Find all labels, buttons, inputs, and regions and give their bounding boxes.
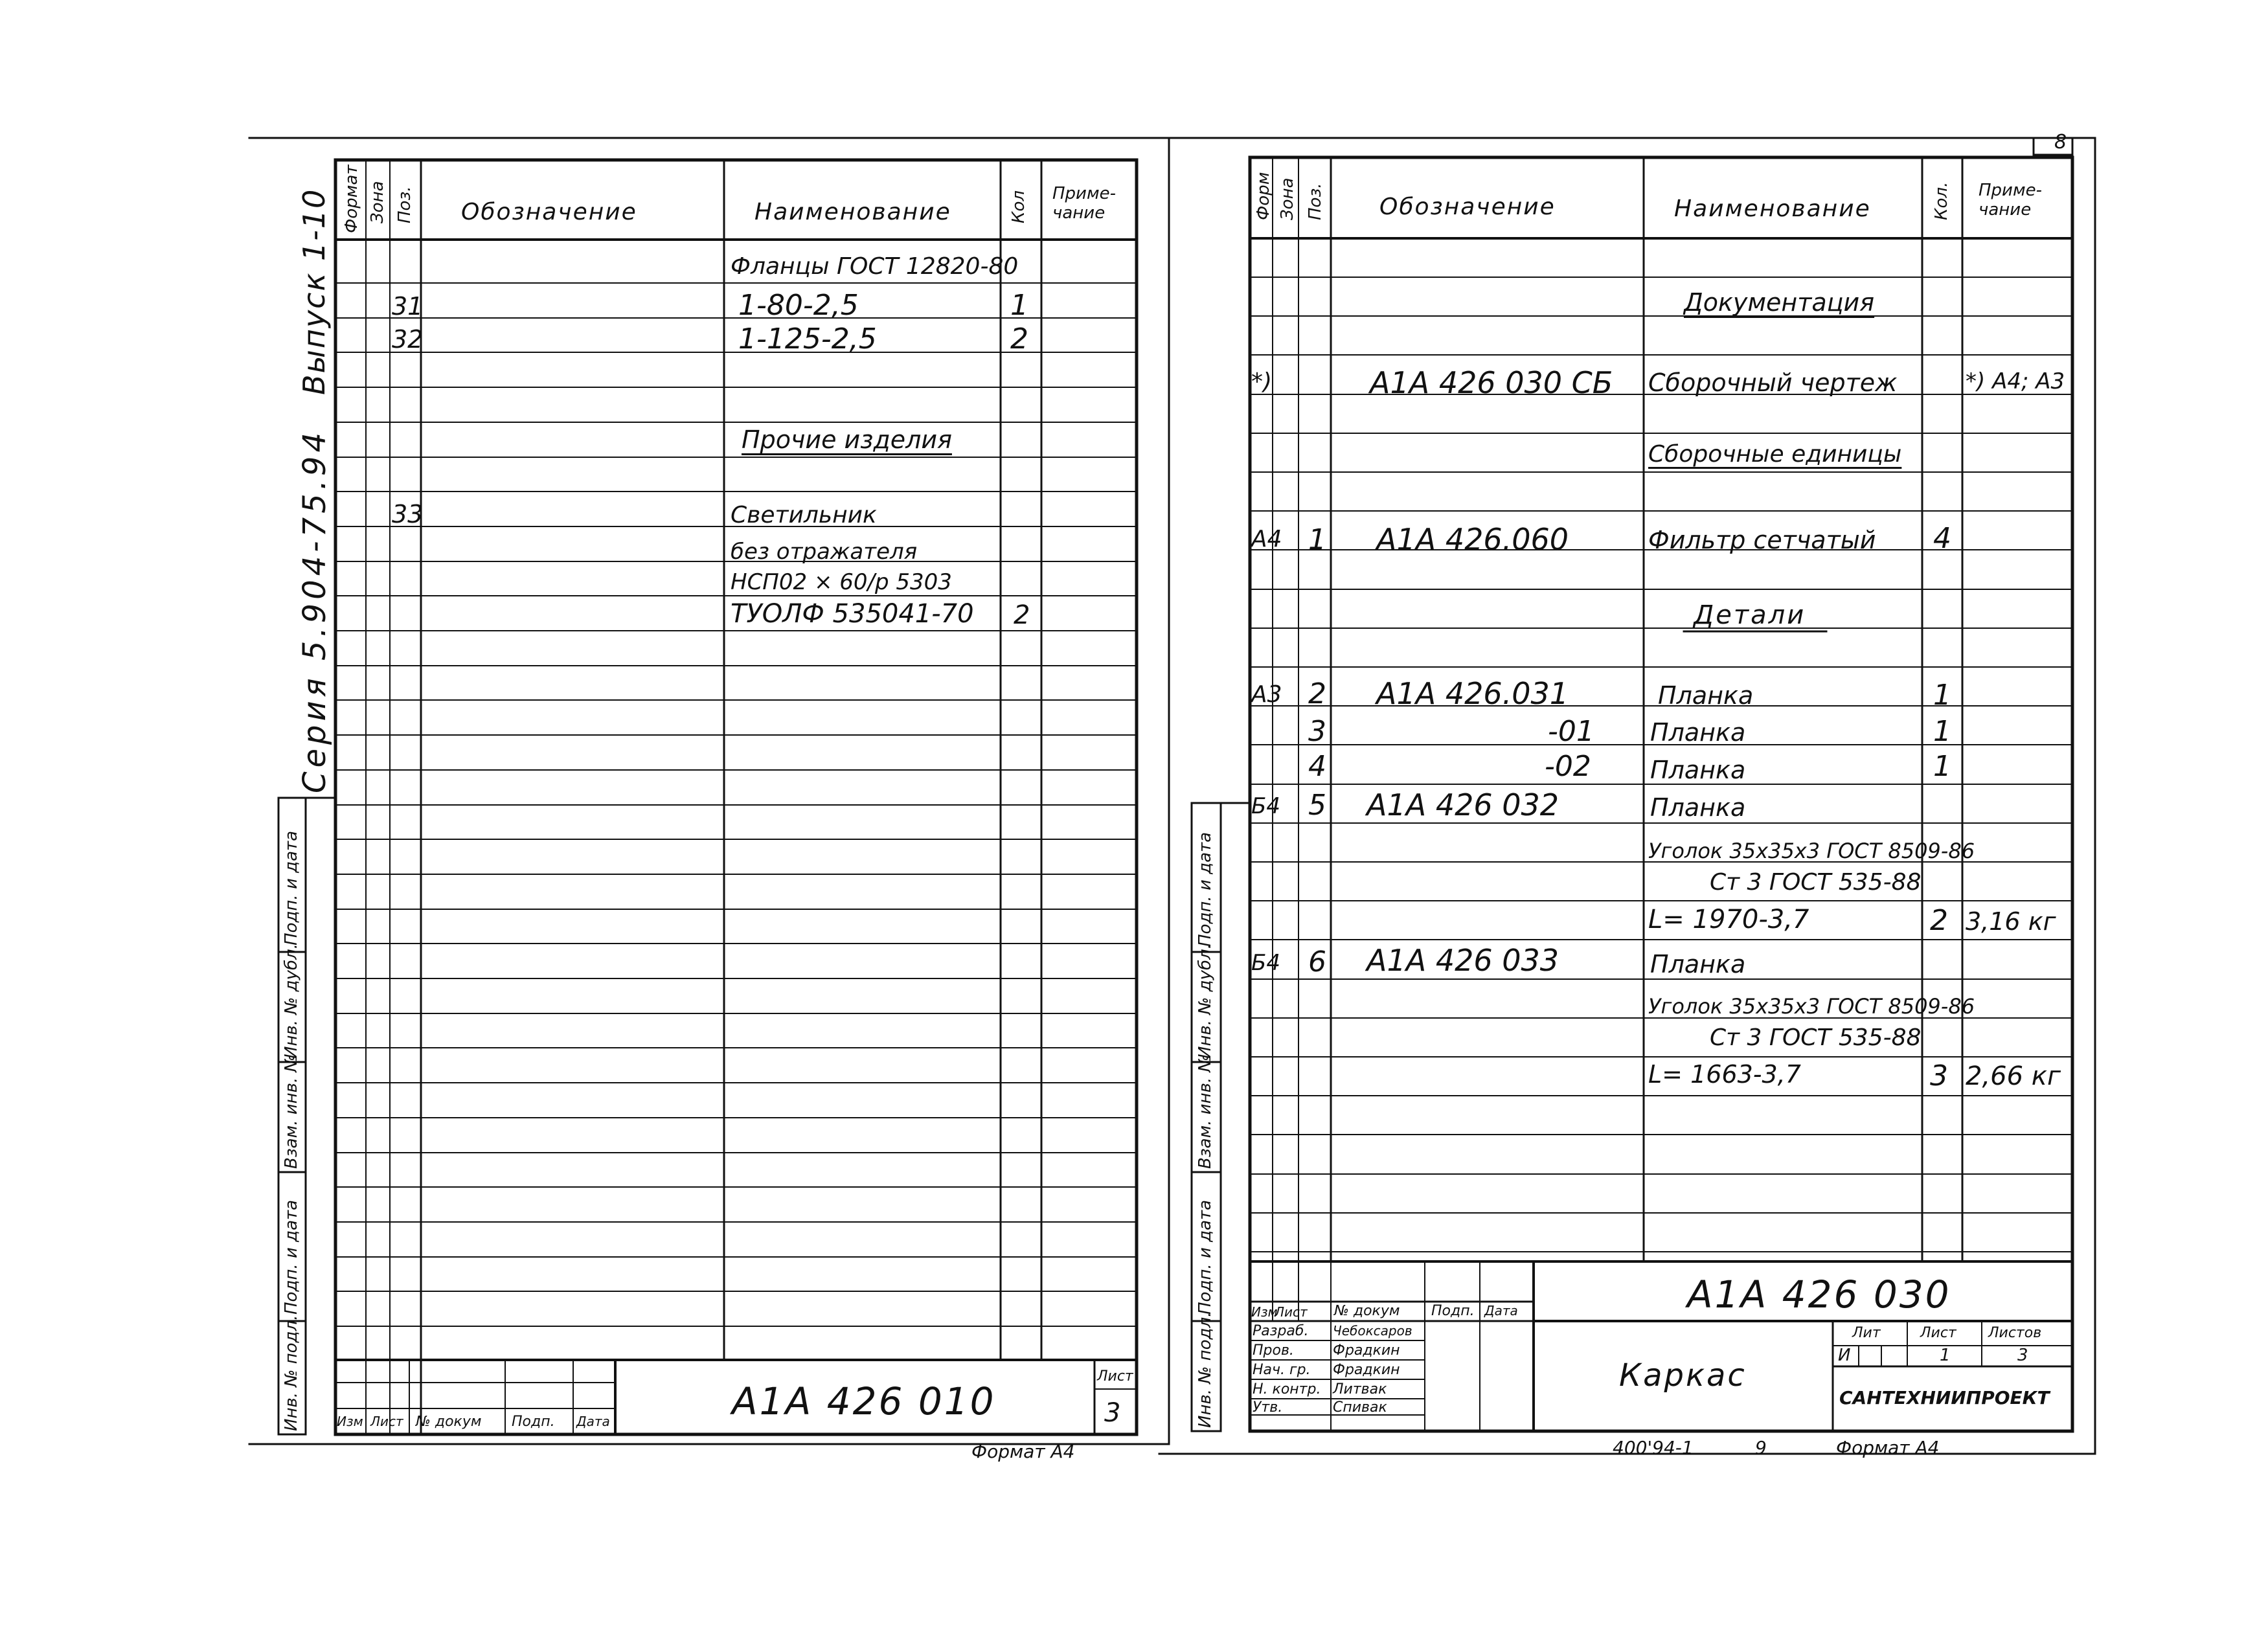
right-tb-person: Спивак [1333, 1399, 1387, 1416]
left-row-heading: Прочие изделия [742, 425, 952, 454]
right-row-name: L= 1663-3,7 [1648, 1060, 1801, 1089]
right-hdr-format: Форм [1254, 172, 1273, 220]
left-tb-code: А1А 426 010 [732, 1379, 996, 1423]
left-row-pos: 31 [392, 292, 424, 321]
left-hdr-name: Наименование [754, 199, 951, 225]
right-row-fmt: Б4 [1251, 793, 1280, 819]
right-row-fmt: А4 [1251, 526, 1282, 552]
right-stamp-label: Взам. инв. № [1196, 1054, 1215, 1169]
right-tb-col: № докум [1334, 1303, 1400, 1319]
left-stamp-label: Взам. инв. № [282, 1054, 301, 1169]
left-row-name: Фланцы ГОСТ 12820-80 [731, 253, 1019, 280]
right-hdr-designation: Обозначение [1379, 194, 1556, 220]
right-bottom-number: 9 [1755, 1437, 1767, 1458]
right-stamp-label: Подп. и дата [1196, 831, 1215, 947]
left-tb-col: Дата [576, 1414, 610, 1429]
right-tb-role: Разраб. [1253, 1323, 1309, 1339]
right-row-name: Сборочный чертеж [1648, 368, 1898, 397]
right-row-name: Ст 3 ГОСТ 535-88 [1710, 1024, 1922, 1051]
right-tb-role: Утв. [1253, 1399, 1283, 1416]
left-hdr-designation: Обозначение [461, 199, 637, 225]
right-row-pos: 4 [1308, 750, 1326, 783]
left-tb-col: Изм [337, 1414, 363, 1429]
right-row-name: L= 1970-3,7 [1648, 905, 1809, 934]
left-tb-col: № докум [416, 1414, 482, 1430]
left-tb-col: Подп. [512, 1414, 555, 1430]
right-page-number: 8 [2054, 131, 2067, 153]
right-hdr-qty: Кол. [1932, 181, 1951, 220]
right-tb-title: Каркас [1619, 1357, 1747, 1394]
right-tb-role: Пров. [1253, 1342, 1294, 1359]
right-tb-col: Изм [1251, 1304, 1278, 1320]
left-tb-sheet-label: Лист [1097, 1368, 1133, 1385]
right-row-name: Планка [1650, 950, 1746, 978]
right-row-des: А1А 426 033 [1366, 943, 1559, 978]
left-row-name: ТУОЛФ 535041-70 [731, 599, 974, 629]
right-row-qty: 3 [1930, 1059, 1948, 1092]
left-hdr-note: Приме- чание [1052, 184, 1116, 223]
left-row-qty: 2 [1010, 322, 1028, 356]
right-stamp-label: Инв. № подл. [1196, 1311, 1215, 1428]
left-row-name: 1-125-2,5 [738, 322, 877, 356]
right-row-des: -02 [1545, 750, 1591, 783]
right-bottom-inventory: 400'94-1 [1613, 1437, 1694, 1458]
right-tb-person: Чебоксаров [1333, 1323, 1412, 1339]
left-row-name: НСП02 × 60/р 5303 [731, 569, 952, 595]
right-hdr-pos: Поз. [1306, 183, 1325, 220]
right-row-des: -01 [1548, 715, 1594, 748]
right-row-name: Уголок 35х35х3 ГОСТ 8509-86 [1648, 994, 1975, 1019]
right-row-des: А1А 426.031 [1376, 676, 1569, 711]
left-side-series: Серия 5.904-75.94 [297, 429, 333, 793]
left-format: Формат А4 [971, 1441, 1075, 1462]
left-stamp-label: Инв. № подл. [282, 1315, 301, 1431]
right-row-fmt: Б4 [1251, 950, 1280, 976]
right-row-qty: 2 [1930, 904, 1948, 937]
right-tb-col: Дата [1484, 1303, 1518, 1318]
right-row-pos: 6 [1308, 945, 1326, 978]
right-tb-sheet: 1 [1940, 1346, 1951, 1365]
right-tb-col: Лист [1275, 1304, 1308, 1320]
right-row-qty: 1 [1933, 715, 1951, 748]
right-row-pos: 2 [1308, 677, 1326, 710]
left-stamp-label: Подп. и дата [282, 830, 301, 945]
right-row-name: Планка [1650, 756, 1746, 784]
right-row-heading: Документация [1684, 288, 1875, 317]
right-row-qty: 4 [1933, 522, 1951, 555]
right-row-note: 2,66 кг [1966, 1061, 2061, 1091]
right-stamp-label: Инв. № дубл. [1196, 944, 1215, 1059]
right-row-name: Ст 3 ГОСТ 535-88 [1710, 869, 1922, 896]
right-row-note: *) А4; А3 [1966, 368, 2065, 394]
left-hdr-zone: Зона [368, 181, 387, 223]
right-row-name: Фильтр сетчатый [1648, 526, 1876, 554]
right-row-fmt: *) [1251, 368, 1273, 395]
right-row-des: А1А 426.060 [1376, 522, 1569, 557]
right-row-des: А1А 426 032 [1366, 787, 1559, 822]
right-row-name: Уголок 35х35х3 ГОСТ 8509-86 [1648, 839, 1975, 863]
right-tb-role: Н. контр. [1253, 1381, 1321, 1397]
right-row-pos: 5 [1308, 789, 1326, 822]
right-row-name: Планка [1658, 681, 1754, 710]
left-row-name: без отражателя [731, 539, 918, 565]
right-row-pos: 1 [1308, 523, 1326, 556]
right-stamp-label: Подп. и дата [1196, 1199, 1215, 1315]
right-row-fmt: А3 [1251, 681, 1282, 708]
left-row-name: 1-80-2,5 [738, 289, 859, 322]
right-row-des: А1А 426 030 СБ [1370, 365, 1613, 400]
right-hdr-note: Приме- чание [1979, 181, 2042, 220]
right-row-qty: 1 [1933, 679, 1951, 712]
left-hdr-format: Формат [342, 164, 361, 233]
right-row-name: Планка [1650, 793, 1746, 822]
right-row-heading: Сборочные единицы [1648, 441, 1902, 468]
left-tb-sheet: 3 [1104, 1398, 1121, 1428]
right-format: Формат А4 [1836, 1437, 1940, 1458]
left-row-pos: 32 [392, 325, 424, 354]
right-row-pos: 3 [1308, 715, 1326, 748]
left-row-qty: 1 [1010, 289, 1028, 322]
left-stamp-label: Подп. и дата [282, 1199, 301, 1315]
left-hdr-pos: Поз. [395, 186, 414, 223]
right-tb-lit: И [1838, 1346, 1851, 1365]
left-tb-col: Лист [370, 1414, 403, 1429]
right-tb-lit-label: Лит [1852, 1325, 1881, 1341]
right-row-note: 3,16 кг [1966, 907, 2056, 936]
right-tb-org: САНТЕХНИИПРОЕКТ [1839, 1387, 2050, 1408]
left-row-qty: 2 [1014, 600, 1030, 630]
right-tb-sheets-label: Листов [1988, 1325, 2042, 1341]
left-hdr-qty: Кол [1009, 190, 1028, 223]
right-tb-role: Нач. гр. [1253, 1362, 1311, 1378]
right-tb-code: А1А 426 030 [1687, 1272, 1951, 1317]
left-row-pos: 33 [392, 500, 424, 528]
left-row-name: Светильник [731, 502, 877, 528]
right-hdr-name: Наименование [1674, 196, 1871, 222]
right-hdr-zone: Зона [1278, 177, 1297, 220]
right-tb-sheets: 3 [2017, 1346, 2028, 1365]
right-row-name: Планка [1650, 718, 1746, 747]
left-side-issue: Выпуск 1-10 [297, 188, 332, 395]
right-tb-person: Литвак [1333, 1381, 1387, 1397]
right-tb-person: Фрадкин [1333, 1362, 1400, 1378]
right-row-heading: Детали [1694, 600, 1806, 630]
right-tb-sheet-label: Лист [1920, 1325, 1956, 1341]
left-stamp-label: Инв. № дубл. [282, 944, 301, 1059]
right-row-qty: 1 [1933, 750, 1951, 783]
right-tb-col: Подп. [1431, 1303, 1475, 1319]
right-tb-person: Фрадкин [1333, 1342, 1400, 1359]
